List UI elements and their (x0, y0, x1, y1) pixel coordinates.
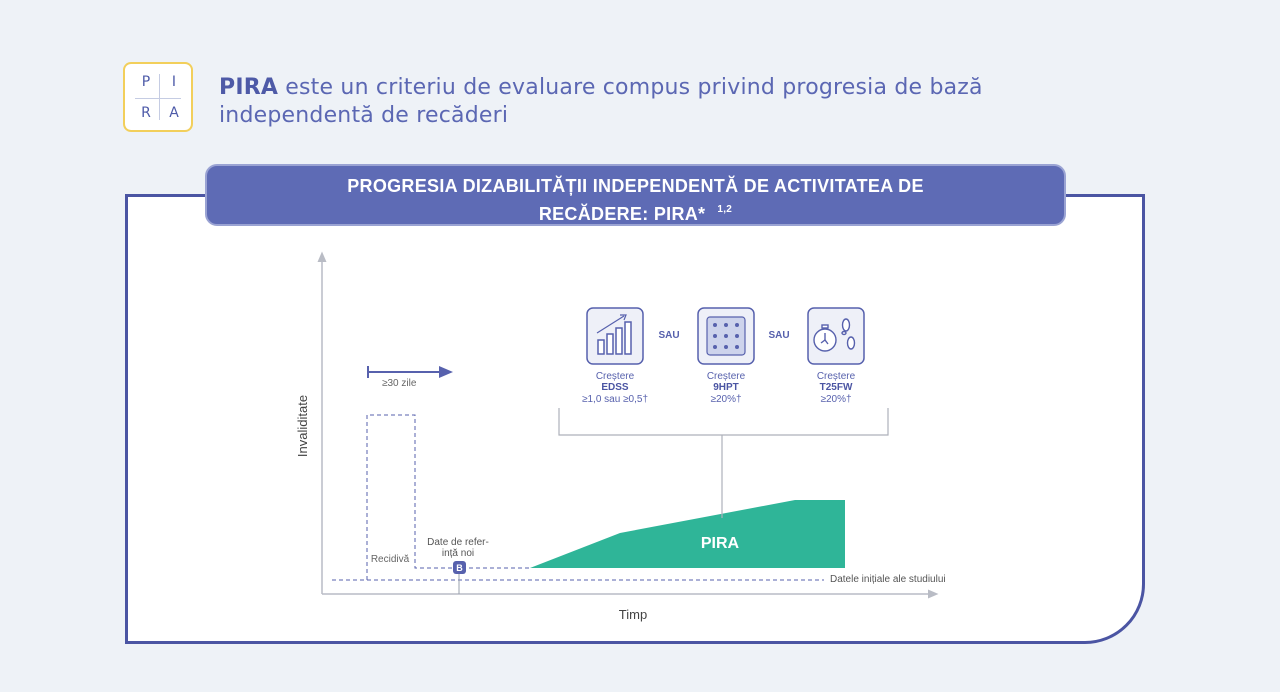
relapse-label: Recidivă (370, 554, 410, 565)
new-baseline-label-line2: ință noi (441, 548, 475, 559)
dot-grid-icon (707, 317, 745, 355)
9hpt-caption-line1: Creștere (706, 371, 746, 382)
t25fw-caption-line1: Creștere (816, 371, 856, 382)
or-label-2: SAU (768, 330, 790, 341)
edss-caption-name: EDSS (601, 382, 629, 393)
logo-letter-i: I (171, 74, 177, 90)
y-axis-label: Invaliditate (295, 394, 310, 458)
baseline-marker-letter: B (456, 563, 463, 573)
x-axis-label: Timp (618, 607, 648, 622)
duration-label: ≥30 zile (382, 378, 417, 389)
logo-letter-r: R (141, 105, 151, 121)
9hpt-caption-threshold: ≥20%† (710, 394, 742, 405)
edss-caption-line1: Creștere (595, 371, 635, 382)
pira-area (530, 500, 845, 568)
edss-caption-threshold: ≥1,0 sau ≥0,5† (581, 394, 649, 405)
banner-line-2-text: RECĂDERE: PIRA* (538, 204, 706, 224)
logo-letter-a: A (169, 105, 179, 121)
t25fw-caption-threshold: ≥20%† (820, 394, 852, 405)
edss-icon-box (587, 308, 643, 364)
logo-letter-p: P (141, 74, 151, 90)
banner-references: 1,2 (717, 204, 733, 215)
page-title-bold: PIRA (219, 75, 279, 100)
page-title-rest: este un criteriu de evaluare compus privind progresia de bază independentă de recăderi (219, 75, 983, 128)
or-label-1: SAU (658, 330, 680, 341)
new-baseline-label-line1: Date de refer- (427, 537, 489, 548)
9hpt-caption-name: 9HPT (713, 382, 739, 393)
study-baseline-label: Datele inițiale ale studiului (830, 574, 946, 585)
pira-label: PIRA (700, 535, 740, 552)
t25fw-caption-name: T25FW (819, 382, 853, 393)
measures-bracket (559, 408, 888, 435)
banner-line-1: PROGRESIA DIZABILITĂȚII INDEPENDENTĂ DE ACTIVITATEA DE (347, 176, 924, 196)
